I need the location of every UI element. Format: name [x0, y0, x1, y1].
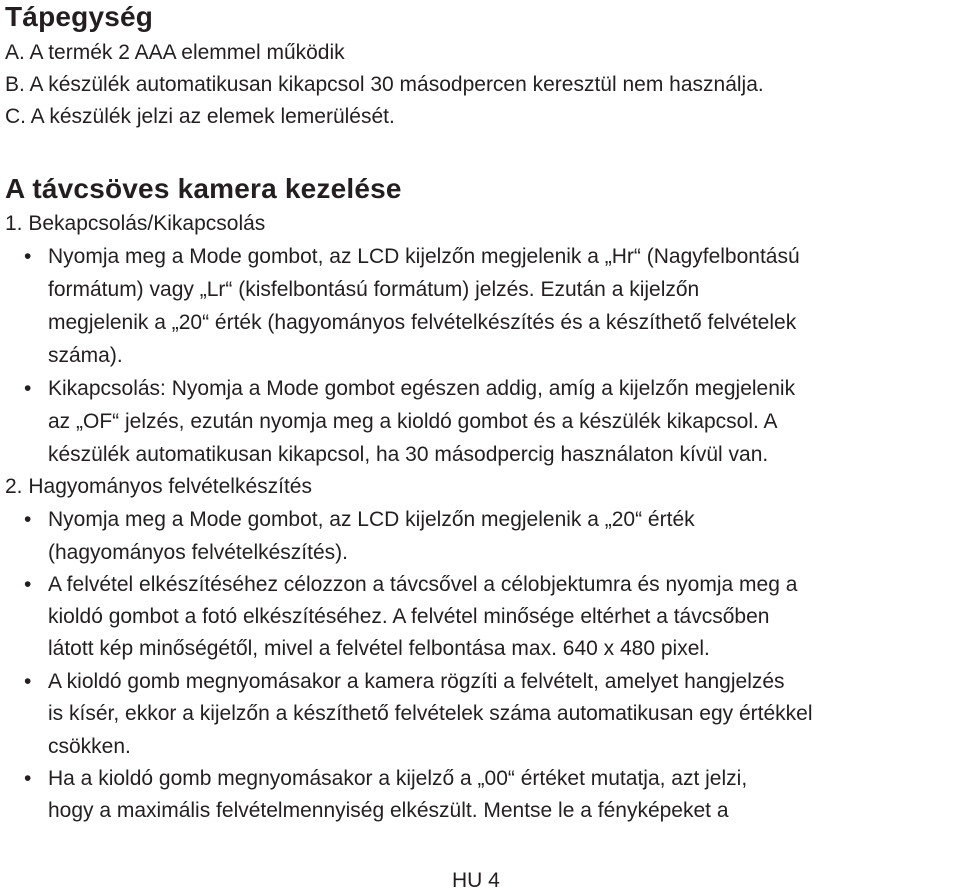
step1-bullet2-line3: készülék automatikusan kikapcsol, ha 30 másodpercig használaton kívül van. — [48, 443, 769, 466]
step1-bullet1-line4: száma). — [48, 344, 123, 367]
step2-bullet4-line1: Ha a kioldó gomb megnyomásakor a kijelző a „00“ értéket mutatja, azt jelzi, — [48, 767, 748, 790]
step2-bullet3-line2: is kísér, ekkor a kijelzőn a készíthető felvételek száma automatikusan egy értékkel — [48, 702, 813, 725]
step2-bullet4-line2: hogy a maximális felvételmennyiség elkészült. Mentse le a fényképeket a — [48, 799, 729, 822]
step2-bullet2-line2: kioldó gombot a fotó elkészítéséhez. A felvétel minősége eltérhet a távcsőben — [48, 605, 770, 628]
step1-title: 1. Bekapcsolás/Kikapcsolás — [5, 212, 266, 235]
power-line-a: A. A termék 2 AAA elemmel működik — [5, 41, 345, 64]
step1-bullet1-line3: megjelenik a „20“ érték (hagyományos felvételkészítés és a készíthető felvételek — [48, 311, 797, 334]
power-heading: Tápegység — [5, 1, 154, 32]
bullet-icon: • — [24, 377, 32, 400]
bullet-icon: • — [24, 245, 32, 268]
step2-title: 2. Hagyományos felvételkészítés — [5, 475, 312, 498]
step2-bullet2-line3: látott kép minőségétől, mivel a felvétel felbontása max. 640 x 480 pixel. — [48, 637, 710, 660]
step2-bullet1-line2: (hagyományos felvételkészítés). — [48, 541, 348, 564]
step1-bullet1-line1: Nyomja meg a Mode gombot, az LCD kijelzőn megjelenik a „Hr“ (Nagyfelbontású — [48, 245, 800, 268]
bullet-icon: • — [24, 767, 32, 790]
step2-bullet2-line1: A felvétel elkészítéséhez célozzon a távcsővel a célobjektumra és nyomja meg a — [48, 573, 798, 596]
step1-bullet2-line1: Kikapcsolás: Nyomja a Mode gombot egészen addig, amíg a kijelzőn megjelenik — [48, 377, 796, 400]
power-line-c: C. A készülék jelzi az elemek lemerülését. — [5, 105, 395, 128]
bullet-icon: • — [24, 670, 32, 693]
bullet-icon: • — [24, 508, 32, 531]
page-number: HU 4 — [452, 869, 500, 892]
step2-bullet1-line1: Nyomja meg a Mode gombot, az LCD kijelzőn megjelenik a „20“ érték — [48, 508, 695, 531]
step1-bullet1-line2: formátum) vagy „Lr“ (kisfelbontású formátum) jelzés. Ezután a kijelzőn — [48, 278, 700, 301]
step1-bullet2-line2: az „OF“ jelzés, ezután nyomja meg a kioldó gombot és a készülék kikapcsol. A — [48, 410, 778, 433]
usage-heading: A távcsöves kamera kezelése — [5, 173, 402, 204]
power-line-b: B. A készülék automatikusan kikapcsol 30 másodpercen keresztül nem használja. — [5, 73, 764, 96]
bullet-icon: • — [24, 573, 32, 596]
step2-bullet3-line1: A kioldó gomb megnyomásakor a kamera rögzíti a felvételt, amelyet hangjelzés — [48, 670, 785, 693]
step2-bullet3-line3: csökken. — [48, 735, 131, 758]
